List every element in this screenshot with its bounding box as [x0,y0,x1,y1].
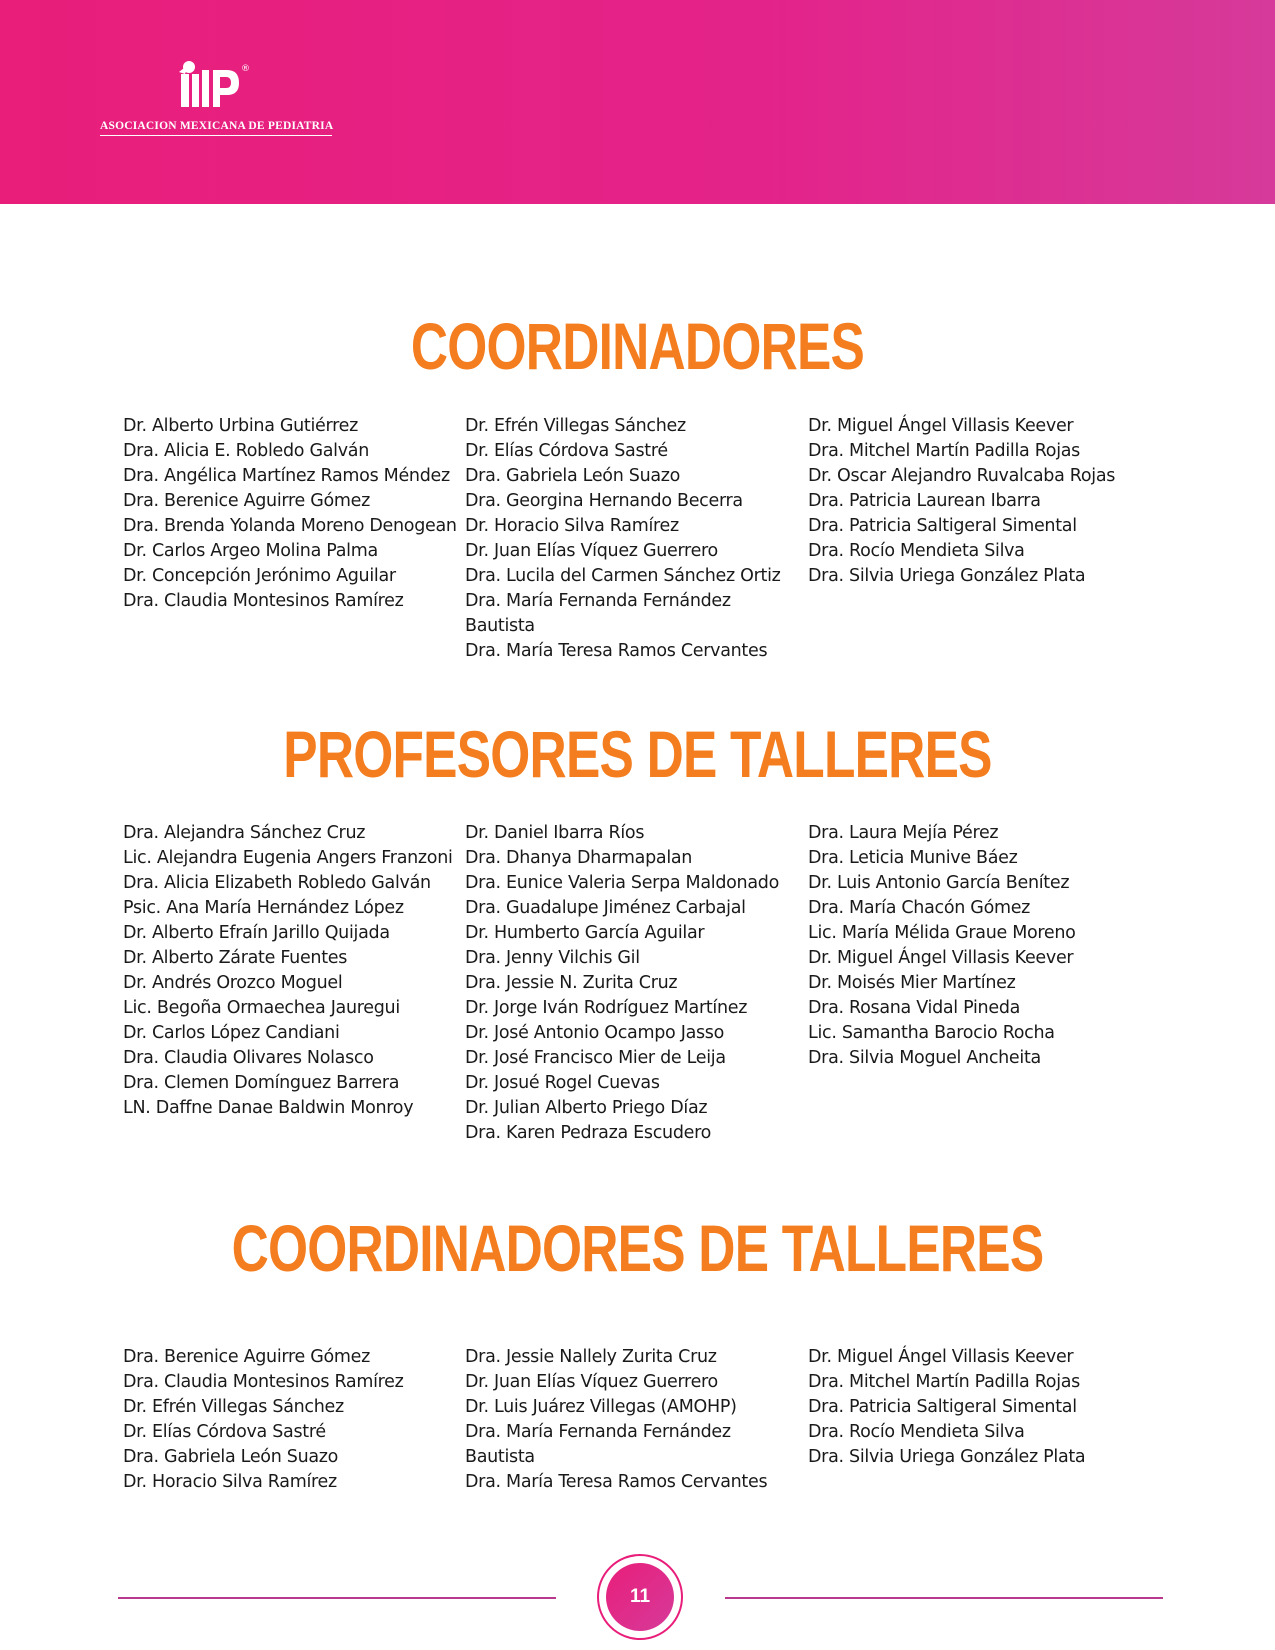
amp-logo [100,58,332,140]
name-list [465,821,800,1146]
column-3 [808,1345,1163,1470]
header-band [0,0,1275,204]
list-item: Dra. Alicia E. Robledo Galván [123,441,369,461]
list-item: Dra. María Chacón Gómez [808,898,1031,918]
list-item: Dra. Brenda Yolanda Moreno Denogean [123,516,457,536]
list-item: Dr. Humberto García Aguilar [465,923,705,943]
list-item: Dra. Rocío Mendieta Silva [808,541,1025,561]
list-item: Dra. Silvia Moguel Ancheita [808,1048,1041,1068]
list-item: Dra. Jessie N. Zurita Cruz [465,973,678,993]
list-item: Dra. Alicia Elizabeth Robledo Galván [123,873,431,893]
list-item: Dra. Rocío Mendieta Silva [808,1422,1025,1442]
list-item: Dra. María Teresa Ramos Cervantes [465,641,768,661]
column-2 [465,821,800,1146]
list-item: Dra. Rosana Vidal Pineda [808,998,1021,1018]
list-item: Dr. José Antonio Ocampo Jasso [465,1023,725,1043]
name-list [123,1345,458,1495]
name-list [123,821,458,1121]
list-item: Dr. Concepción Jerónimo Aguilar [123,566,396,586]
footer-divider-left [118,1597,556,1599]
list-item: Dra. Mitchel Martín Padilla Rojas [808,441,1080,461]
list-item: Dr. Alberto Urbina Gutiérrez [123,416,358,436]
column-3 [808,414,1163,589]
list-item: Dr. Elías Córdova Sastré [123,1422,326,1442]
list-item: Dra. Dhanya Dharmapalan [465,848,693,868]
list-item: Dra. Clemen Domínguez Barrera [123,1073,400,1093]
list-item: Dr. Juan Elías Víquez Guerrero [465,1372,718,1392]
list-item: Dra. Patricia Laurean Ibarra [808,491,1041,511]
list-item: Dr. Jorge Iván Rodríguez Martínez [465,998,748,1018]
list-item: Dr. Luis Juárez Villegas (AMOHP) [465,1397,737,1417]
list-item: Dra. Claudia Montesinos Ramírez [123,591,404,611]
list-item: Dra. Patricia Saltigeral Simental [808,516,1077,536]
list-item: Dr. Alberto Efraín Jarillo Quijada [123,923,390,943]
column-2 [465,1345,800,1495]
footer-divider-right [725,1597,1163,1599]
list-item: Dra. Silvia Uriega González Plata [808,566,1086,586]
section-title-coordinadores-de-talleres: COORDINADORES DE TALLERES [231,1211,1044,1285]
name-list [808,821,1163,1071]
list-item: Dr. Josué Rogel Cuevas [465,1073,660,1093]
section-title-coordinadores: COORDINADORES [410,309,865,383]
list-item: Dra. Gabriela León Suazo [123,1447,339,1467]
column-2 [465,414,800,664]
registered-mark: ® [241,64,250,74]
list-item: Dr. Miguel Ángel Villasis Keever [808,416,1074,436]
list-item: Dra. María Teresa Ramos Cervantes [465,1472,768,1492]
list-item: Dra. Eunice Valeria Serpa Maldonado [465,873,779,893]
list-item: Dr. Moisés Mier Martínez [808,973,1016,993]
list-item: Dra. Lucila del Carmen Sánchez Ortiz [465,566,781,586]
list-item: Dra. Karen Pedraza Escudero [465,1123,712,1143]
list-item: Dra. Laura Mejía Pérez [808,823,999,843]
list-item: Dr. Julian Alberto Priego Díaz [465,1098,708,1118]
column-3 [808,821,1163,1071]
list-item: Dr. Luis Antonio García Benítez [808,873,1070,893]
org-name: ASOCIACION MEXICANA DE PEDIATRIA [100,120,332,136]
name-list [123,414,458,614]
section-title-profesores-de-talleres: PROFESORES DE TALLERES [283,717,992,791]
list-item: Dra. Guadalupe Jiménez Carbajal [465,898,746,918]
list-item: Dr. Juan Elías Víquez Guerrero [465,541,718,561]
list-item: Dr. Elías Córdova Sastré [465,441,668,461]
name-list [465,414,800,664]
column-1 [123,1345,458,1495]
column-1 [123,414,458,614]
list-item: Dr. Carlos Argeo Molina Palma [123,541,378,561]
list-item: Dr. José Francisco Mier de Leija [465,1048,726,1068]
list-item: Dra. Gabriela León Suazo [465,466,681,486]
list-item: Dra. Mitchel Martín Padilla Rojas [808,1372,1080,1392]
list-item: Dra. Claudia Olivares Nolasco [123,1048,374,1068]
list-item: Dra. Jessie Nallely Zurita Cruz [465,1347,717,1367]
list-item: Dr. Efrén Villegas Sánchez [123,1397,344,1417]
list-item: Dra. María Fernanda Fernández Bautista [465,1422,731,1467]
amp-logo-icon [175,58,257,110]
list-item: Dra. Alejandra Sánchez Cruz [123,823,366,843]
list-item: Dr. Andrés Orozco Moguel [123,973,343,993]
column-1 [123,821,458,1121]
list-item: Dra. Leticia Munive Báez [808,848,1018,868]
list-item: Dr. Horacio Silva Ramírez [123,1472,337,1492]
list-item: LN. Daffne Danae Baldwin Monroy [123,1098,414,1118]
page-number: 11 [606,1563,674,1631]
list-item: Dr. Efrén Villegas Sánchez [465,416,686,436]
list-item: Lic. Alejandra Eugenia Angers Franzoni [123,848,453,868]
list-item: Dra. Angélica Martínez Ramos Méndez [123,466,450,486]
list-item: Dr. Alberto Zárate Fuentes [123,948,348,968]
list-item: Dra. Claudia Montesinos Ramírez [123,1372,404,1392]
list-item: Dra. Berenice Aguirre Gómez [123,1347,371,1367]
list-item: Dr. Oscar Alejandro Ruvalcaba Rojas [808,466,1116,486]
list-item: Dra. María Fernanda Fernández Bautista [465,591,731,636]
list-item: Dra. Patricia Saltigeral Simental [808,1397,1077,1417]
list-item: Dr. Horacio Silva Ramírez [465,516,679,536]
list-item: Lic. Samantha Barocio Rocha [808,1023,1055,1043]
list-item: Dr. Daniel Ibarra Ríos [465,823,645,843]
list-item: Dr. Miguel Ángel Villasis Keever [808,948,1074,968]
list-item: Dra. Jenny Vilchis Gil [465,948,640,968]
name-list [808,414,1163,589]
list-item: Lic. Begoña Ormaechea Jauregui [123,998,400,1018]
list-item: Psic. Ana María Hernández López [123,898,404,918]
list-item: Dra. Silvia Uriega González Plata [808,1447,1086,1467]
list-item: Dra. Georgina Hernando Becerra [465,491,743,511]
list-item: Lic. María Mélida Graue Moreno [808,923,1076,943]
name-list [808,1345,1163,1470]
list-item: Dr. Miguel Ángel Villasis Keever [808,1347,1074,1367]
page-number-badge [597,1554,683,1640]
list-item: Dr. Carlos López Candiani [123,1023,340,1043]
name-list [465,1345,800,1495]
list-item: Dra. Berenice Aguirre Gómez [123,491,371,511]
